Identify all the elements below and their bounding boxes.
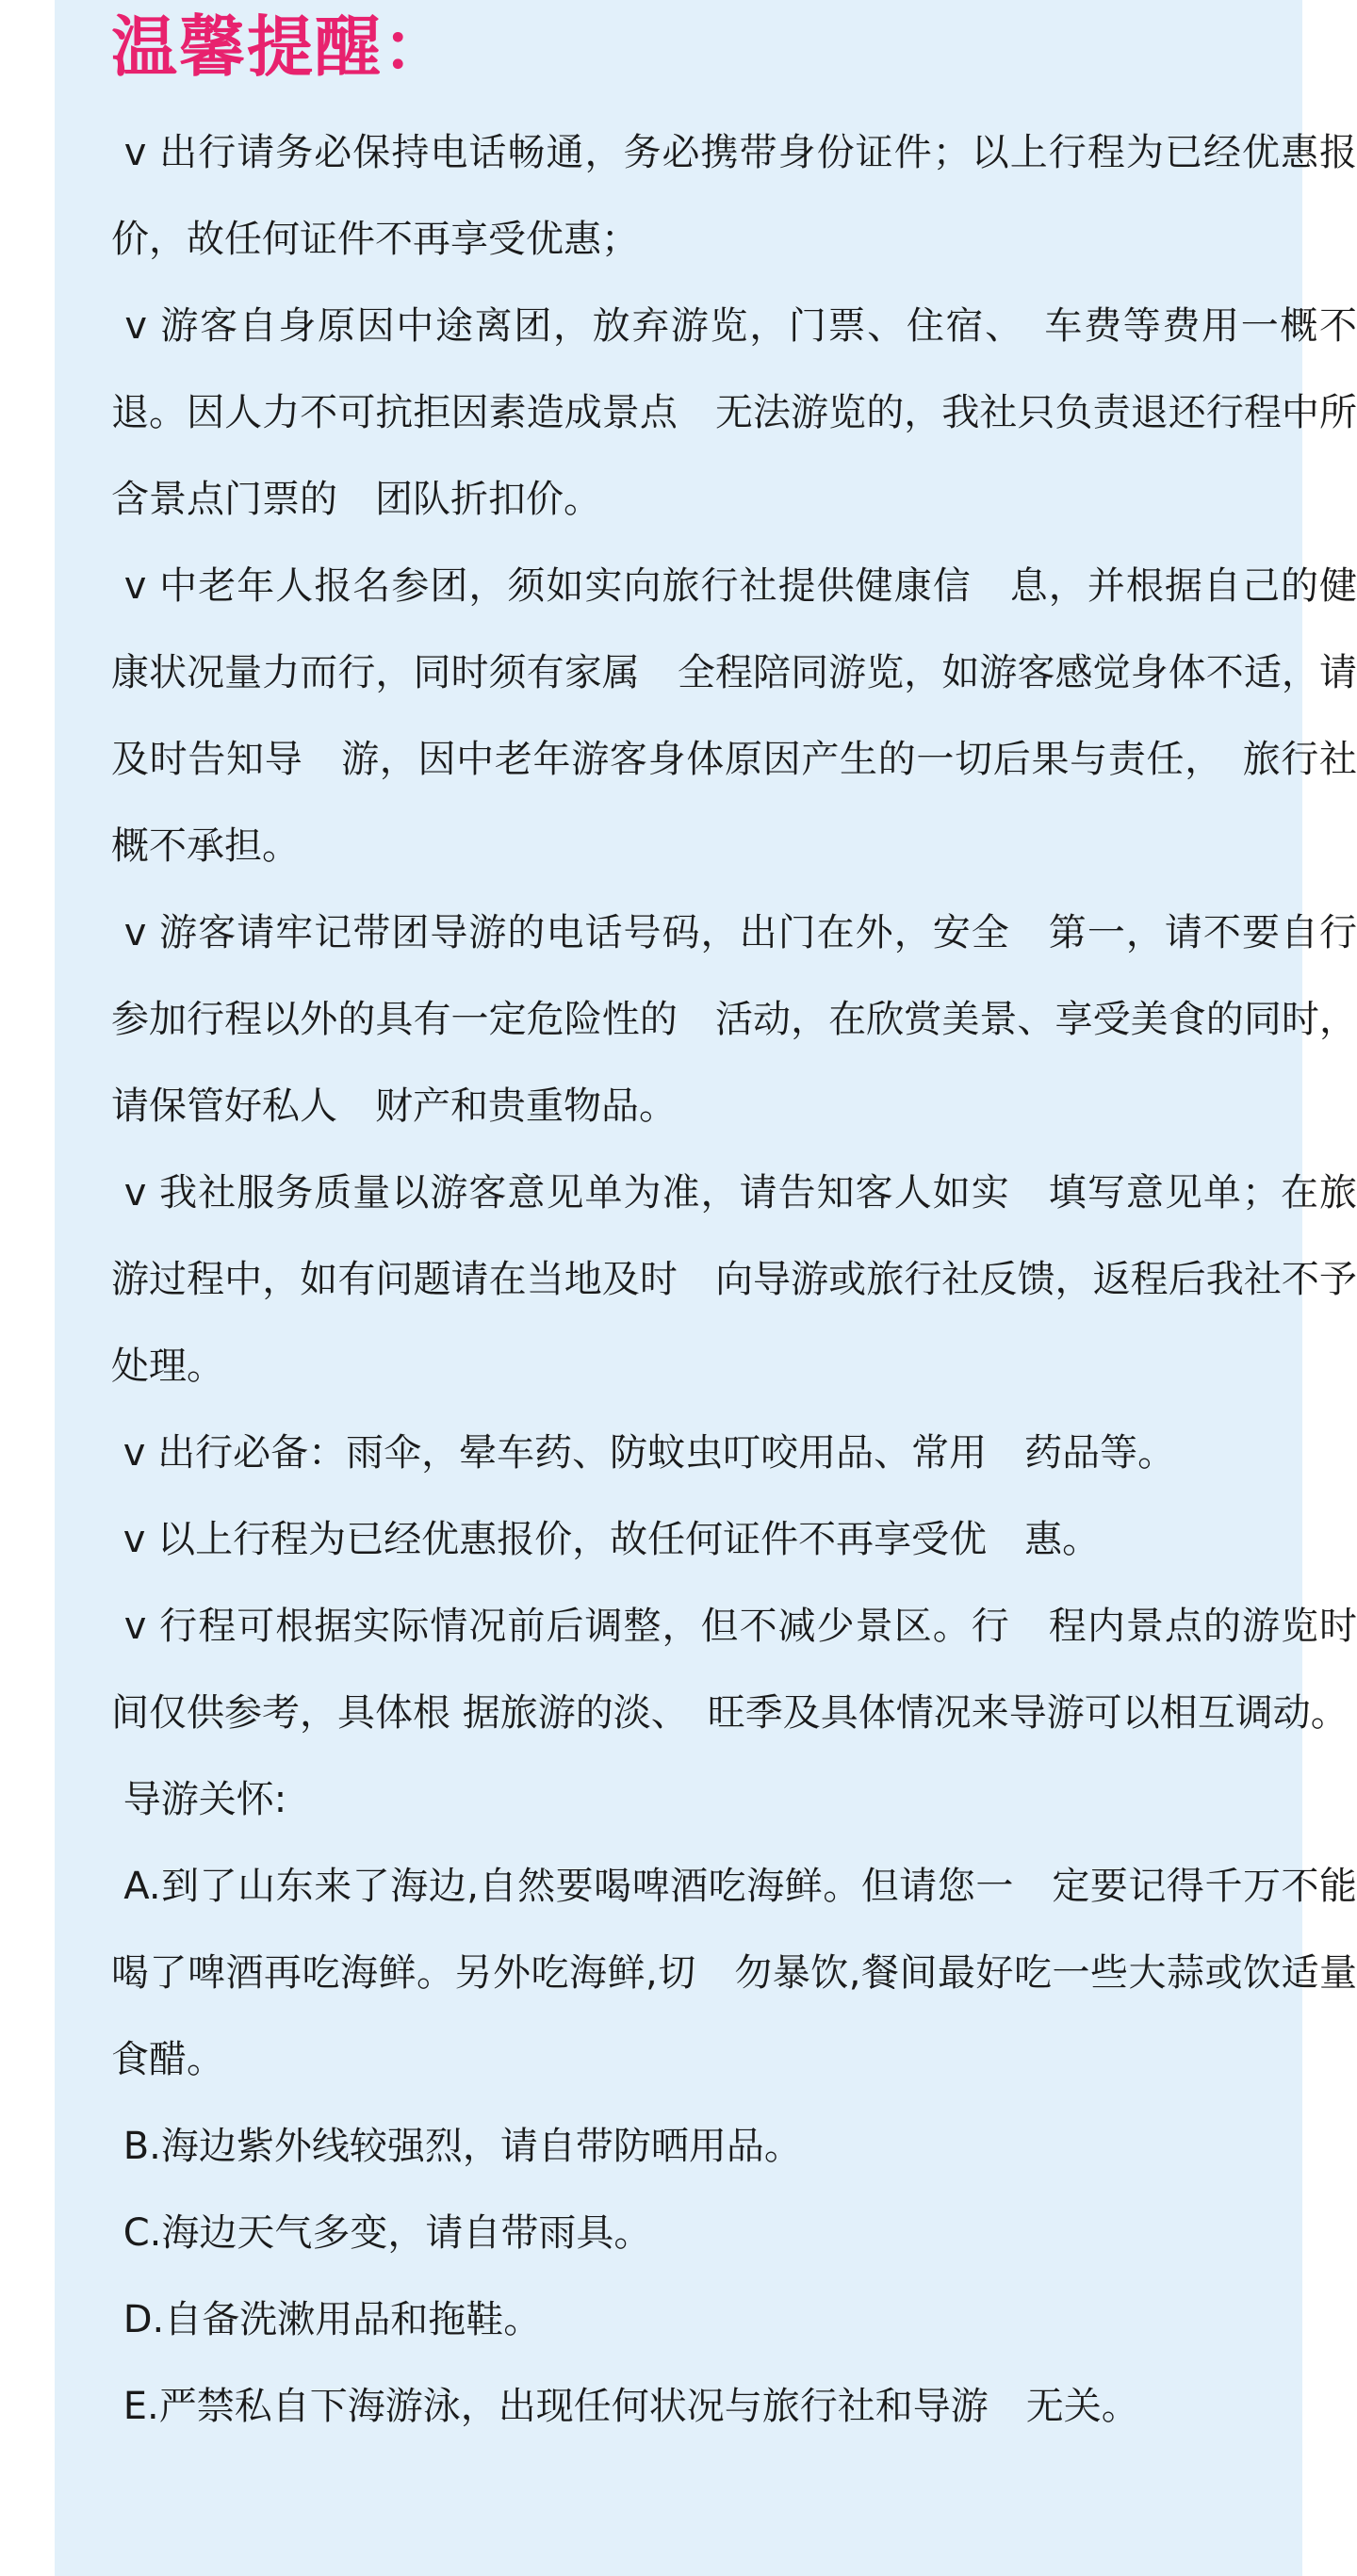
notice-content	[111, 109, 1357, 2450]
notice-item-no-refund: v 游客自身原因中途离团，放弃游览，门票、住宿、 车费等费用一概不退。因人力不可抗拒因素造成景点 无法游览的，我社只负责退还行程中所含景点门票的 团队折扣价。	[111, 304, 1357, 521]
notice-item-outing-requirements: v 出行请务必保持电话畅通，务必携带身份证件；以上行程为已经优惠报价，故任何证件不再享受优惠；	[111, 131, 1357, 261]
guide-care-item-d: D.自备洗漱用品和拖鞋。	[111, 2298, 542, 2341]
notice-item-discount: v 以上行程为已经优惠报价，故任何证件不再享受优 惠。	[111, 1518, 1101, 1561]
notice-item-feedback: v 我社服务质量以游客意见单为准，请告知客人如实 填写意见单；在旅游过程中，如有问题请在当地及时 向导游或旅行社反馈，返程后我社不予处理。	[111, 1171, 1357, 1388]
guide-care-item-c: C.海边天气多变，请自带雨具。	[111, 2211, 652, 2255]
notice-title: 温馨提醒：	[111, 8, 450, 86]
guide-care-item-a: A.到了山东来了海边,自然要喝啤酒吃海鲜。但请您一 定要记得千万不能喝了啤酒再吃海鲜。另外吃海鲜,切 勿暴饮,餐间最好吃一些大蒜或饮适量食醋。	[111, 1865, 1357, 2081]
notice-item-essentials: v 出行必备：雨伞，晕车药、防蚊虫叮咬用品、常用 药品等。	[111, 1431, 1176, 1475]
notice-item-safety: v 游客请牢记带团导游的电话号码，出门在外，安全 第一，请不要自行参加行程以外的具有一定危险性的 活动，在欣赏美景、享受美食的同时，请保管好私人 财产和贵重物品。	[111, 911, 1357, 1128]
guide-care-heading: 导游关怀:	[111, 1778, 287, 1821]
notice-item-itinerary-adjust: v 行程可根据实际情况前后调整，但不减少景区。行 程内景点的游览时间仅供参考，具体根 据旅游的淡、 旺季及具体情况来导游可以相互调动。	[111, 1605, 1357, 1735]
guide-care-item-e: E.严禁私自下海游泳，出现任何状况与旅行社和导游 无关。	[111, 2385, 1139, 2428]
notice-panel	[55, 0, 1357, 2576]
notice-item-senior-health: v 中老年人报名参团，须如实向旅行社提供健康信 息，并根据自己的健康状况量力而行，同时须有家属 全程陪同游览，如游客感觉身体不适，请及时告知导 游，因中老年游客身体原因产生的一切后果与责任， 旅行社概不承担。	[111, 564, 1357, 868]
guide-care-item-b: B.海边紫外线较强烈，请自带防晒用品。	[111, 2125, 802, 2168]
